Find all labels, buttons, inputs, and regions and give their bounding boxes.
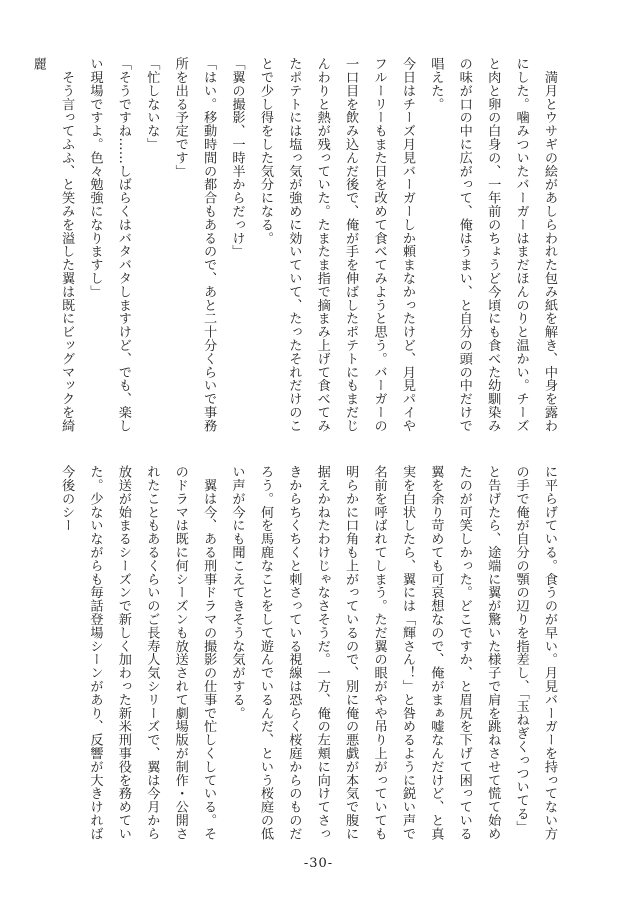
paragraph: 今日はチーズ月見バーガーしか頼まなかったけど、月見パイやフルーリーもまた日を改めて食べてみようと思う。バーガーの一口目を飲み込んだ後で、俺が手を伸ばしたポテトにもまだじんわりと熱が残っていた。たまたま指で摘まみ上げて食べてみたポテトには塩っ気が強めに効いていて、たったそれだけのことで少し得をした気分になる。 xyxy=(257,57,415,433)
paragraph: 翼は今、ある刑事ドラマの撮影の仕事で忙しくしている。そのドラマは既に何シーズンも放送されて劇場版が制作・公開されたこともあるくらいのご長寿人気シリーズで、翼は今月から放送が始まるシーズンで新しく加わった新米刑事役を務めていた。少ないながらも毎話登場シーンがあり、反響が大きければ今後のシー xyxy=(59,465,217,841)
paragraph: 「忙しないな」 xyxy=(144,57,160,151)
paragraph: そう言ってふふ、と笑みを溢した翼は既にビッグマックを綺麗 xyxy=(30,57,75,433)
paragraph: に平らげている。食うのが早い。月見バーガーを持ってない方の手で俺が自分の顎の辺りを指差し、「玉ねぎくっついてる」と告げたら、途端に翼が驚いた様子で肩を跳ねさせて慌て始めたのが可笑しかった。どこですか、と眉尻を下げて困っている翼を余り苛めても可哀想なので、俺がまぁ嘘なんだけど、と真実を白状したら、翼には「輝さん！」と咎めるように鋭い声で名前を呼ばれてしまう。ただ翼の眼がやや吊り上がっていても明らかに口角も上がっているので、別に俺の悪戯が本気で腹に据えかねたわけじゃなさそうだ。一方、俺の左頬に向けてさっきからちくちくと刺さっている視線は恐らく桜庭からのものだろう。何を馬鹿なことをして遊んでいるんだ、という桜庭の低い声が今にも聞こえてきそうな気がする。 xyxy=(229,465,557,841)
paragraph: 満月とウサギの絵があしらわれた包み紙を解き、中身を露わにした。噛みついたバーガーはまだほんのりと温かい。チーズと肉と卵の白身の、一年前のちょうど今頃にも食べた幼馴染みの味が口の中に広がって、俺はうまい、と自分の頭の中だけで唱えた。 xyxy=(428,57,557,433)
text-block-top xyxy=(30,57,563,435)
text-block-bottom xyxy=(59,465,563,843)
page-number: -30- xyxy=(303,856,334,871)
paragraph: 「そうですね……しばらくはバタバタしますけど、でも、楽しい現場ですよ。色々勉強になりますし」 xyxy=(87,57,131,433)
paragraph: 「はい。移動時間の都合もあるので、あと二十分くらいで事務所を出る予定です」 xyxy=(172,57,217,433)
paragraph: 「翼の撮影、一時半からだっけ」 xyxy=(229,57,245,258)
